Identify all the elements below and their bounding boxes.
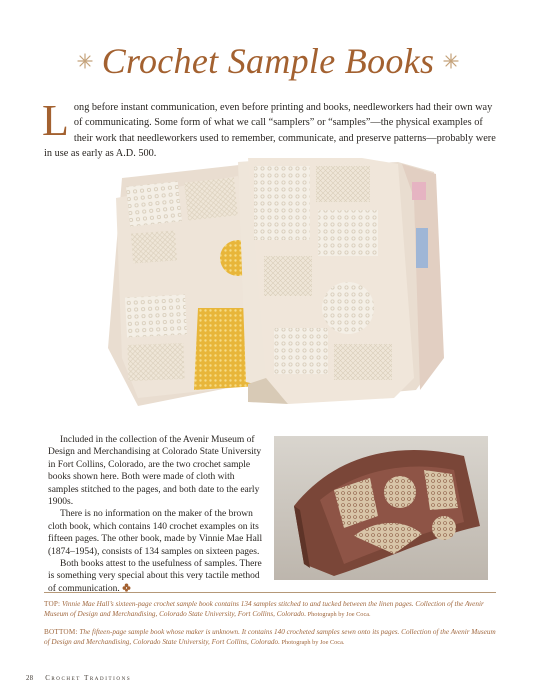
running-footer: Crochet Traditions	[45, 675, 132, 682]
body-paragraph: There is no information on the maker of the brown cloth book, which contains 140 crochet examples on its fifteen pages. The other book, made by Vinnie Mae Hall (1874–1954), consists of 134 samples on sixteen pages.	[48, 509, 263, 557]
title-block	[0, 40, 536, 90]
caption-text: Vinnie Mae Hall’s sixteen-page crochet sample book contains 134 samples stitched to and tucked between the linen pages. Collection of the Avenir Museum of Design and Merchandising, Colorado State University, Fort Collins, Colorado.	[44, 600, 484, 618]
page-number: 28	[26, 675, 34, 682]
photo-credit: Photograph by Joe Coca.	[306, 610, 371, 618]
brown-sample-book-photo	[274, 436, 488, 580]
page-footer	[26, 675, 131, 682]
caption-text: The fifteen-page sample book whose maker is unknown. It contains 140 crocheted samples sewn onto its pages. Collection of the Avenir Museum of Design and Merchandising, Colorado State University, Fort Collins, Colorado.	[44, 628, 496, 646]
caption-lead: BOTTOM:	[44, 628, 78, 636]
intro-paragraph	[42, 96, 496, 161]
caption-bottom	[44, 628, 496, 647]
linen-sample-book-photo	[98, 158, 446, 418]
body-paragraph-text: Both books attest to the usefulness of samples. There is something very special about this very tactile method of communication.	[48, 559, 262, 594]
body-paragraph: Included in the collection of the Avenir Museum of Design and Merchandising at Colorado State University in Fort Collins, Colorado, are the two crochet sample books shown here. Both were made of cloth with samples stitched to the pages, and both date to the early 1900s.	[48, 435, 262, 508]
page-title: Crochet Sample Books	[101, 41, 435, 81]
star-ornament-icon	[77, 53, 93, 69]
flower-end-mark-icon	[122, 583, 131, 592]
body-paragraph	[48, 558, 266, 595]
photo-credit: Photograph by Joe Coca.	[279, 638, 345, 646]
body-text-column	[48, 434, 266, 595]
drop-cap: L	[42, 96, 69, 145]
star-ornament-icon	[443, 53, 459, 69]
caption-top	[44, 600, 496, 619]
intro-text: ong before instant communication, even before printing and books, needleworkers had their own way of communicating. Some form of what we call “samplers” or “samples”—the physical examples of their work that needleworkers used to remember, communicate, and preserve patterns—probably were in use as early as A.D. 500.	[44, 102, 496, 159]
caption-divider	[44, 592, 496, 593]
caption-lead: TOP:	[44, 600, 61, 608]
